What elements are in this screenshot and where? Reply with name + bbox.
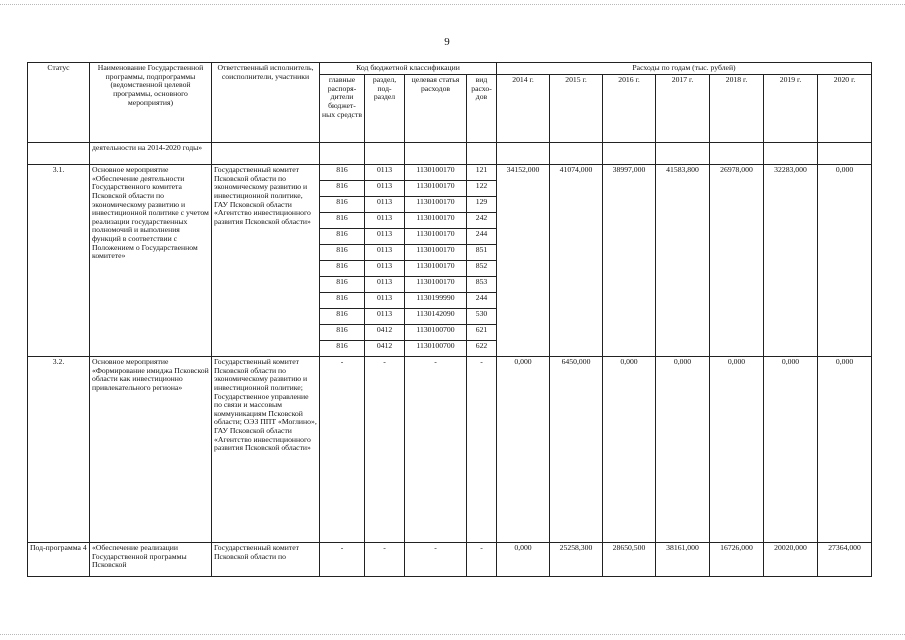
table-row — [28, 357, 872, 543]
row-name: Основное мероприятие «Обеспечение деятельности Государственного комитета Псковской области по экономическому развитию и инвестиционной политике с учетом реализации государственных полномочий и выполнения функций в соответствии с Положением о Государственном комитете» — [90, 165, 212, 357]
code-type: 621 — [467, 325, 497, 341]
value-2016: 28650,500 — [603, 543, 656, 577]
code-grbs: 816 — [320, 229, 365, 245]
value-2015: 41074,000 — [550, 165, 603, 357]
code-type: 122 — [467, 181, 497, 197]
code-section: 0113 — [365, 261, 405, 277]
value-2016: 0,000 — [603, 357, 656, 543]
code-section: 0412 — [365, 341, 405, 357]
value-2020: 27364,000 — [818, 543, 872, 577]
code-section: 0113 — [365, 181, 405, 197]
code-grbs: 816 — [320, 293, 365, 309]
code-type: 853 — [467, 277, 497, 293]
code-type: 530 — [467, 309, 497, 325]
code-section: 0113 — [365, 309, 405, 325]
value-2014: 0,000 — [497, 543, 550, 577]
value-2018: 16726,000 — [710, 543, 764, 577]
code-grbs: 816 — [320, 197, 365, 213]
code-type: 129 — [467, 197, 497, 213]
value-2017: 41583,800 — [656, 165, 710, 357]
code-target: 1130100170 — [405, 261, 467, 277]
code-section: 0113 — [365, 245, 405, 261]
header-year: 2017 г. — [656, 75, 710, 143]
code-section: 0113 — [365, 277, 405, 293]
header-year: 2015 г. — [550, 75, 603, 143]
header-target-article: целевая статья расходов — [405, 75, 467, 143]
code-type: 244 — [467, 293, 497, 309]
code-type: 242 — [467, 213, 497, 229]
header-status: Статус — [28, 63, 90, 143]
code-grbs: 816 — [320, 245, 365, 261]
value-2015: 25258,300 — [550, 543, 603, 577]
header-section: раздел, под-раздел — [365, 75, 405, 143]
value-2020: 0,000 — [818, 357, 872, 543]
code-target: 1130100170 — [405, 181, 467, 197]
code-target: 1130100700 — [405, 341, 467, 357]
code-grbs: 816 — [320, 341, 365, 357]
value-2018: 0,000 — [710, 357, 764, 543]
page-bottom-edge — [0, 634, 905, 635]
code-grbs: 816 — [320, 309, 365, 325]
row-executor: Государственный комитет Псковской области по — [212, 543, 320, 577]
value-2019: 20020,000 — [764, 543, 818, 577]
code-grbs: 816 — [320, 181, 365, 197]
code-target: 1130199990 — [405, 293, 467, 309]
header-year: 2019 г. — [764, 75, 818, 143]
code-grbs: - — [320, 543, 365, 577]
header-year: 2016 г. — [603, 75, 656, 143]
header-expense-type: вид расхо-дов — [467, 75, 497, 143]
code-grbs: 816 — [320, 213, 365, 229]
row-status: Под-программа 4 — [28, 543, 90, 577]
code-target: - — [405, 543, 467, 577]
code-target: - — [405, 357, 467, 543]
code-section: 0113 — [365, 197, 405, 213]
code-section: 0113 — [365, 213, 405, 229]
code-type: 121 — [467, 165, 497, 181]
header-name: Наименование Государственной программы, подпрограммы (ведомственной целевой программы, основного мероприятия) — [90, 63, 212, 143]
code-target: 1130100170 — [405, 229, 467, 245]
code-target: 1130100700 — [405, 325, 467, 341]
header-year: 2014 г. — [497, 75, 550, 143]
value-2017: 0,000 — [656, 357, 710, 543]
row-executor: Государственный комитет Псковской области по экономическому развитию и инвестиционной политике; Государственное управление по связи и массовым коммуникациям Псковской области; ОЭЗ ППТ «Моглино», ГАУ Псковской области «Агентство инвестиционного развития Псковской области» — [212, 357, 320, 543]
code-type: 244 — [467, 229, 497, 245]
value-2017: 38161,000 — [656, 543, 710, 577]
continuation-text: деятельности на 2014-2020 годы» — [90, 143, 212, 165]
code-section: 0113 — [365, 293, 405, 309]
code-type: - — [467, 357, 497, 543]
table-row — [28, 543, 872, 577]
code-section: 0113 — [365, 229, 405, 245]
value-2018: 26978,000 — [710, 165, 764, 357]
code-target: 1130100170 — [405, 213, 467, 229]
value-2020: 0,000 — [818, 165, 872, 357]
row-name: «Обеспечение реализации Государственной программы Псковской — [90, 543, 212, 577]
code-grbs: - — [320, 357, 365, 543]
code-type: - — [467, 543, 497, 577]
table-row — [28, 165, 872, 181]
code-type: 852 — [467, 261, 497, 277]
table-row — [28, 143, 872, 165]
page-number: 9 — [444, 36, 450, 48]
code-type: 622 — [467, 341, 497, 357]
row-status: 3.2. — [28, 357, 90, 543]
value-2019: 32283,000 — [764, 165, 818, 357]
code-target: 1130100170 — [405, 277, 467, 293]
row-executor: Государственный комитет Псковской области по экономическому развитию и инвестиционной политике, ГАУ Псковской области «Агентство инвестиционного развития Псковской области» — [212, 165, 320, 357]
code-section: - — [365, 357, 405, 543]
header-grbs: главные распоря-дители бюджет-ных средств — [320, 75, 365, 143]
value-2014: 0,000 — [497, 357, 550, 543]
code-type: 851 — [467, 245, 497, 261]
budget-table — [27, 62, 872, 577]
header-year: 2020 г. — [818, 75, 872, 143]
value-2019: 0,000 — [764, 357, 818, 543]
code-target: 1130142090 — [405, 309, 467, 325]
header-budget-code: Код бюджетной классификации — [320, 63, 497, 75]
code-section: 0113 — [365, 165, 405, 181]
code-grbs: 816 — [320, 277, 365, 293]
header-year: 2018 г. — [710, 75, 764, 143]
code-target: 1130100170 — [405, 245, 467, 261]
code-grbs: 816 — [320, 165, 365, 181]
code-target: 1130100170 — [405, 165, 467, 181]
header-executor: Ответственный исполнитель, соисполнители, участники — [212, 63, 320, 143]
code-target: 1130100170 — [405, 197, 467, 213]
row-status: 3.1. — [28, 165, 90, 357]
value-2016: 38997,000 — [603, 165, 656, 357]
row-name: Основное мероприятие «Формирование имиджа Псковской области как инвестиционно привлекательного региона» — [90, 357, 212, 543]
page-top-edge — [0, 4, 905, 5]
code-section: 0412 — [365, 325, 405, 341]
code-section: - — [365, 543, 405, 577]
value-2014: 34152,000 — [497, 165, 550, 357]
value-2015: 6450,000 — [550, 357, 603, 543]
header-expenses: Расходы по годам (тыс. рублей) — [497, 63, 872, 75]
code-grbs: 816 — [320, 325, 365, 341]
code-grbs: 816 — [320, 261, 365, 277]
